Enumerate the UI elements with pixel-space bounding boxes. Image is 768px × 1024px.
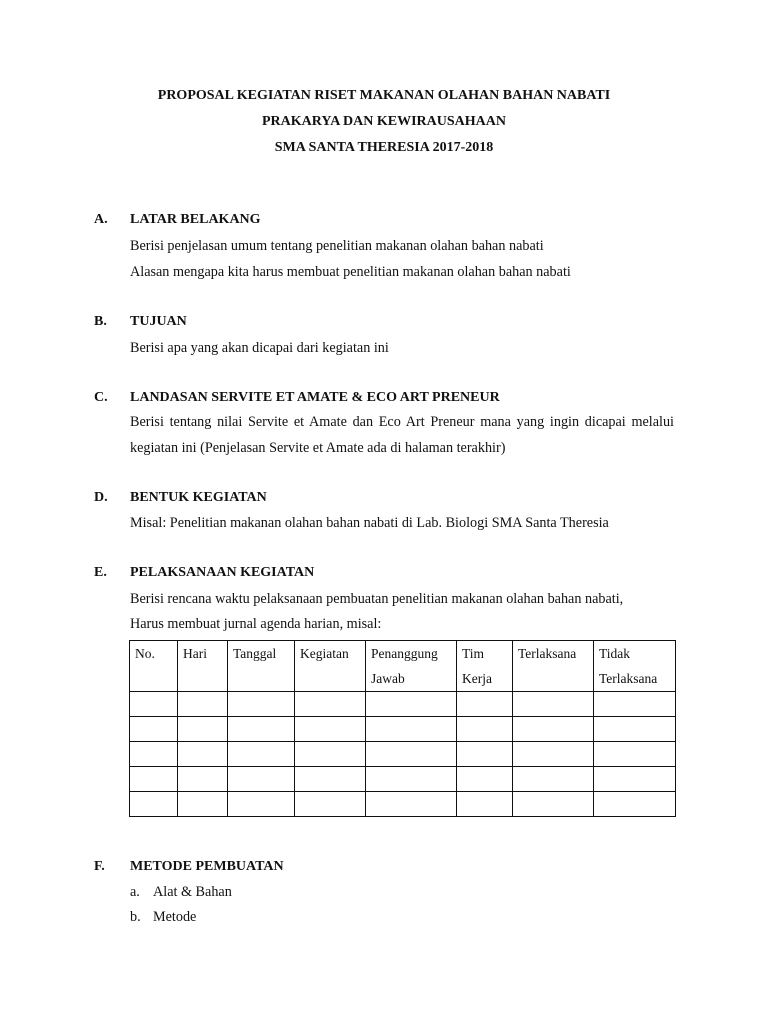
title-line-3: SMA SANTA THERESIA 2017-2018: [274, 140, 494, 155]
table-cell: [178, 717, 228, 742]
table-cell: [513, 717, 594, 742]
section-a-line-2: Alasan mengapa kita harus membuat penelitian makanan olahan bahan nabati: [130, 264, 571, 280]
table-cell: [366, 692, 457, 717]
table-row: [130, 717, 676, 742]
section-f-item-a: [130, 884, 232, 901]
table-cell: [366, 767, 457, 792]
table-cell: [130, 717, 178, 742]
section-f-letter: F.: [94, 859, 105, 874]
table-cell: [457, 717, 513, 742]
section-a-letter: A.: [94, 212, 108, 227]
table-cell: [513, 792, 594, 817]
section-c-letter: C.: [94, 390, 108, 405]
table-cell: [228, 717, 295, 742]
table-cell: [178, 767, 228, 792]
col-header-no: No.: [130, 641, 178, 692]
table-cell: [594, 717, 676, 742]
table-row: [130, 692, 676, 717]
col-header-tidak-terlaksana: Tidak Terlaksana: [594, 641, 676, 692]
table-cell: [178, 742, 228, 767]
table-cell: [178, 692, 228, 717]
section-d-title: BENTUK KEGIATAN: [130, 490, 267, 505]
section-d-letter: D.: [94, 490, 108, 505]
section-e-title: PELAKSANAAN KEGIATAN: [130, 565, 315, 580]
table-cell: [130, 742, 178, 767]
table-cell: [295, 742, 366, 767]
table-cell: [295, 767, 366, 792]
table-cell: [457, 742, 513, 767]
table-cell: [457, 767, 513, 792]
title-line-1: PROPOSAL KEGIATAN RISET MAKANAN OLAHAN BAHAN NABATI: [157, 88, 611, 103]
agenda-table: [129, 640, 676, 817]
table-cell: [295, 792, 366, 817]
table-cell: [295, 717, 366, 742]
col-header-penanggung-jawab: Penanggung Jawab: [366, 641, 457, 692]
col-header-tim-kerja: Tim Kerja: [457, 641, 513, 692]
title-line-2: PRAKARYA DAN KEWIRAUSAHAAN: [261, 114, 506, 129]
table-row: [130, 792, 676, 817]
table-cell: [130, 792, 178, 817]
table-cell: [366, 717, 457, 742]
table-cell: [228, 742, 295, 767]
table-cell: [594, 792, 676, 817]
table-cell: [228, 692, 295, 717]
section-b-letter: B.: [94, 314, 107, 329]
table-cell: [228, 792, 295, 817]
list-item-text: Metode: [153, 909, 197, 925]
table-cell: [457, 692, 513, 717]
table-header-row: [130, 641, 676, 692]
section-d-line-1: Misal: Penelitian makanan olahan bahan nabati di Lab. Biologi SMA Santa Theresia: [130, 515, 609, 531]
table-cell: [130, 692, 178, 717]
col-header-hari: Hari: [178, 641, 228, 692]
section-b-title: TUJUAN: [130, 314, 187, 329]
col-header-tanggal: Tanggal: [228, 641, 295, 692]
table-cell: [513, 692, 594, 717]
table-cell: [594, 767, 676, 792]
table-cell: [457, 792, 513, 817]
table-cell: [130, 767, 178, 792]
list-marker: b.: [130, 909, 141, 925]
section-a-title: LATAR BELAKANG: [130, 212, 261, 227]
section-c-title: LANDASAN SERVITE ET AMATE & ECO ART PRENEUR: [130, 390, 500, 405]
table-cell: [178, 792, 228, 817]
list-marker: a.: [130, 884, 140, 900]
table-cell: [513, 767, 594, 792]
section-c-text: Berisi tentang nilai Servite et Amate dan Eco Art Preneur mana yang ingin dicapai melalui kegiatan ini (Penjelasan Servite et Amate ada di halaman terakhir): [130, 414, 674, 456]
section-f-title: METODE PEMBUATAN: [130, 859, 284, 874]
table-cell: [295, 692, 366, 717]
table-row: [130, 742, 676, 767]
section-e-letter: E.: [94, 565, 107, 580]
table-row: [130, 767, 676, 792]
section-e-line-2: Harus membuat jurnal agenda harian, misal:: [130, 616, 382, 632]
table-cell: [513, 742, 594, 767]
table-cell: [594, 742, 676, 767]
table-cell: [366, 742, 457, 767]
section-e-line-1: Berisi rencana waktu pelaksanaan pembuatan penelitian makanan olahan bahan nabati,: [130, 591, 624, 607]
section-a-line-1: Berisi penjelasan umum tentang penelitian makanan olahan bahan nabati: [130, 238, 544, 254]
col-header-kegiatan: Kegiatan: [295, 641, 366, 692]
list-item-text: Alat & Bahan: [153, 884, 232, 900]
section-f-item-b: [130, 909, 196, 926]
table-cell: [228, 767, 295, 792]
table-cell: [366, 792, 457, 817]
col-header-terlaksana: Terlaksana: [513, 641, 594, 692]
table-cell: [594, 692, 676, 717]
section-b-line-1: Berisi apa yang akan dicapai dari kegiatan ini: [130, 340, 389, 356]
